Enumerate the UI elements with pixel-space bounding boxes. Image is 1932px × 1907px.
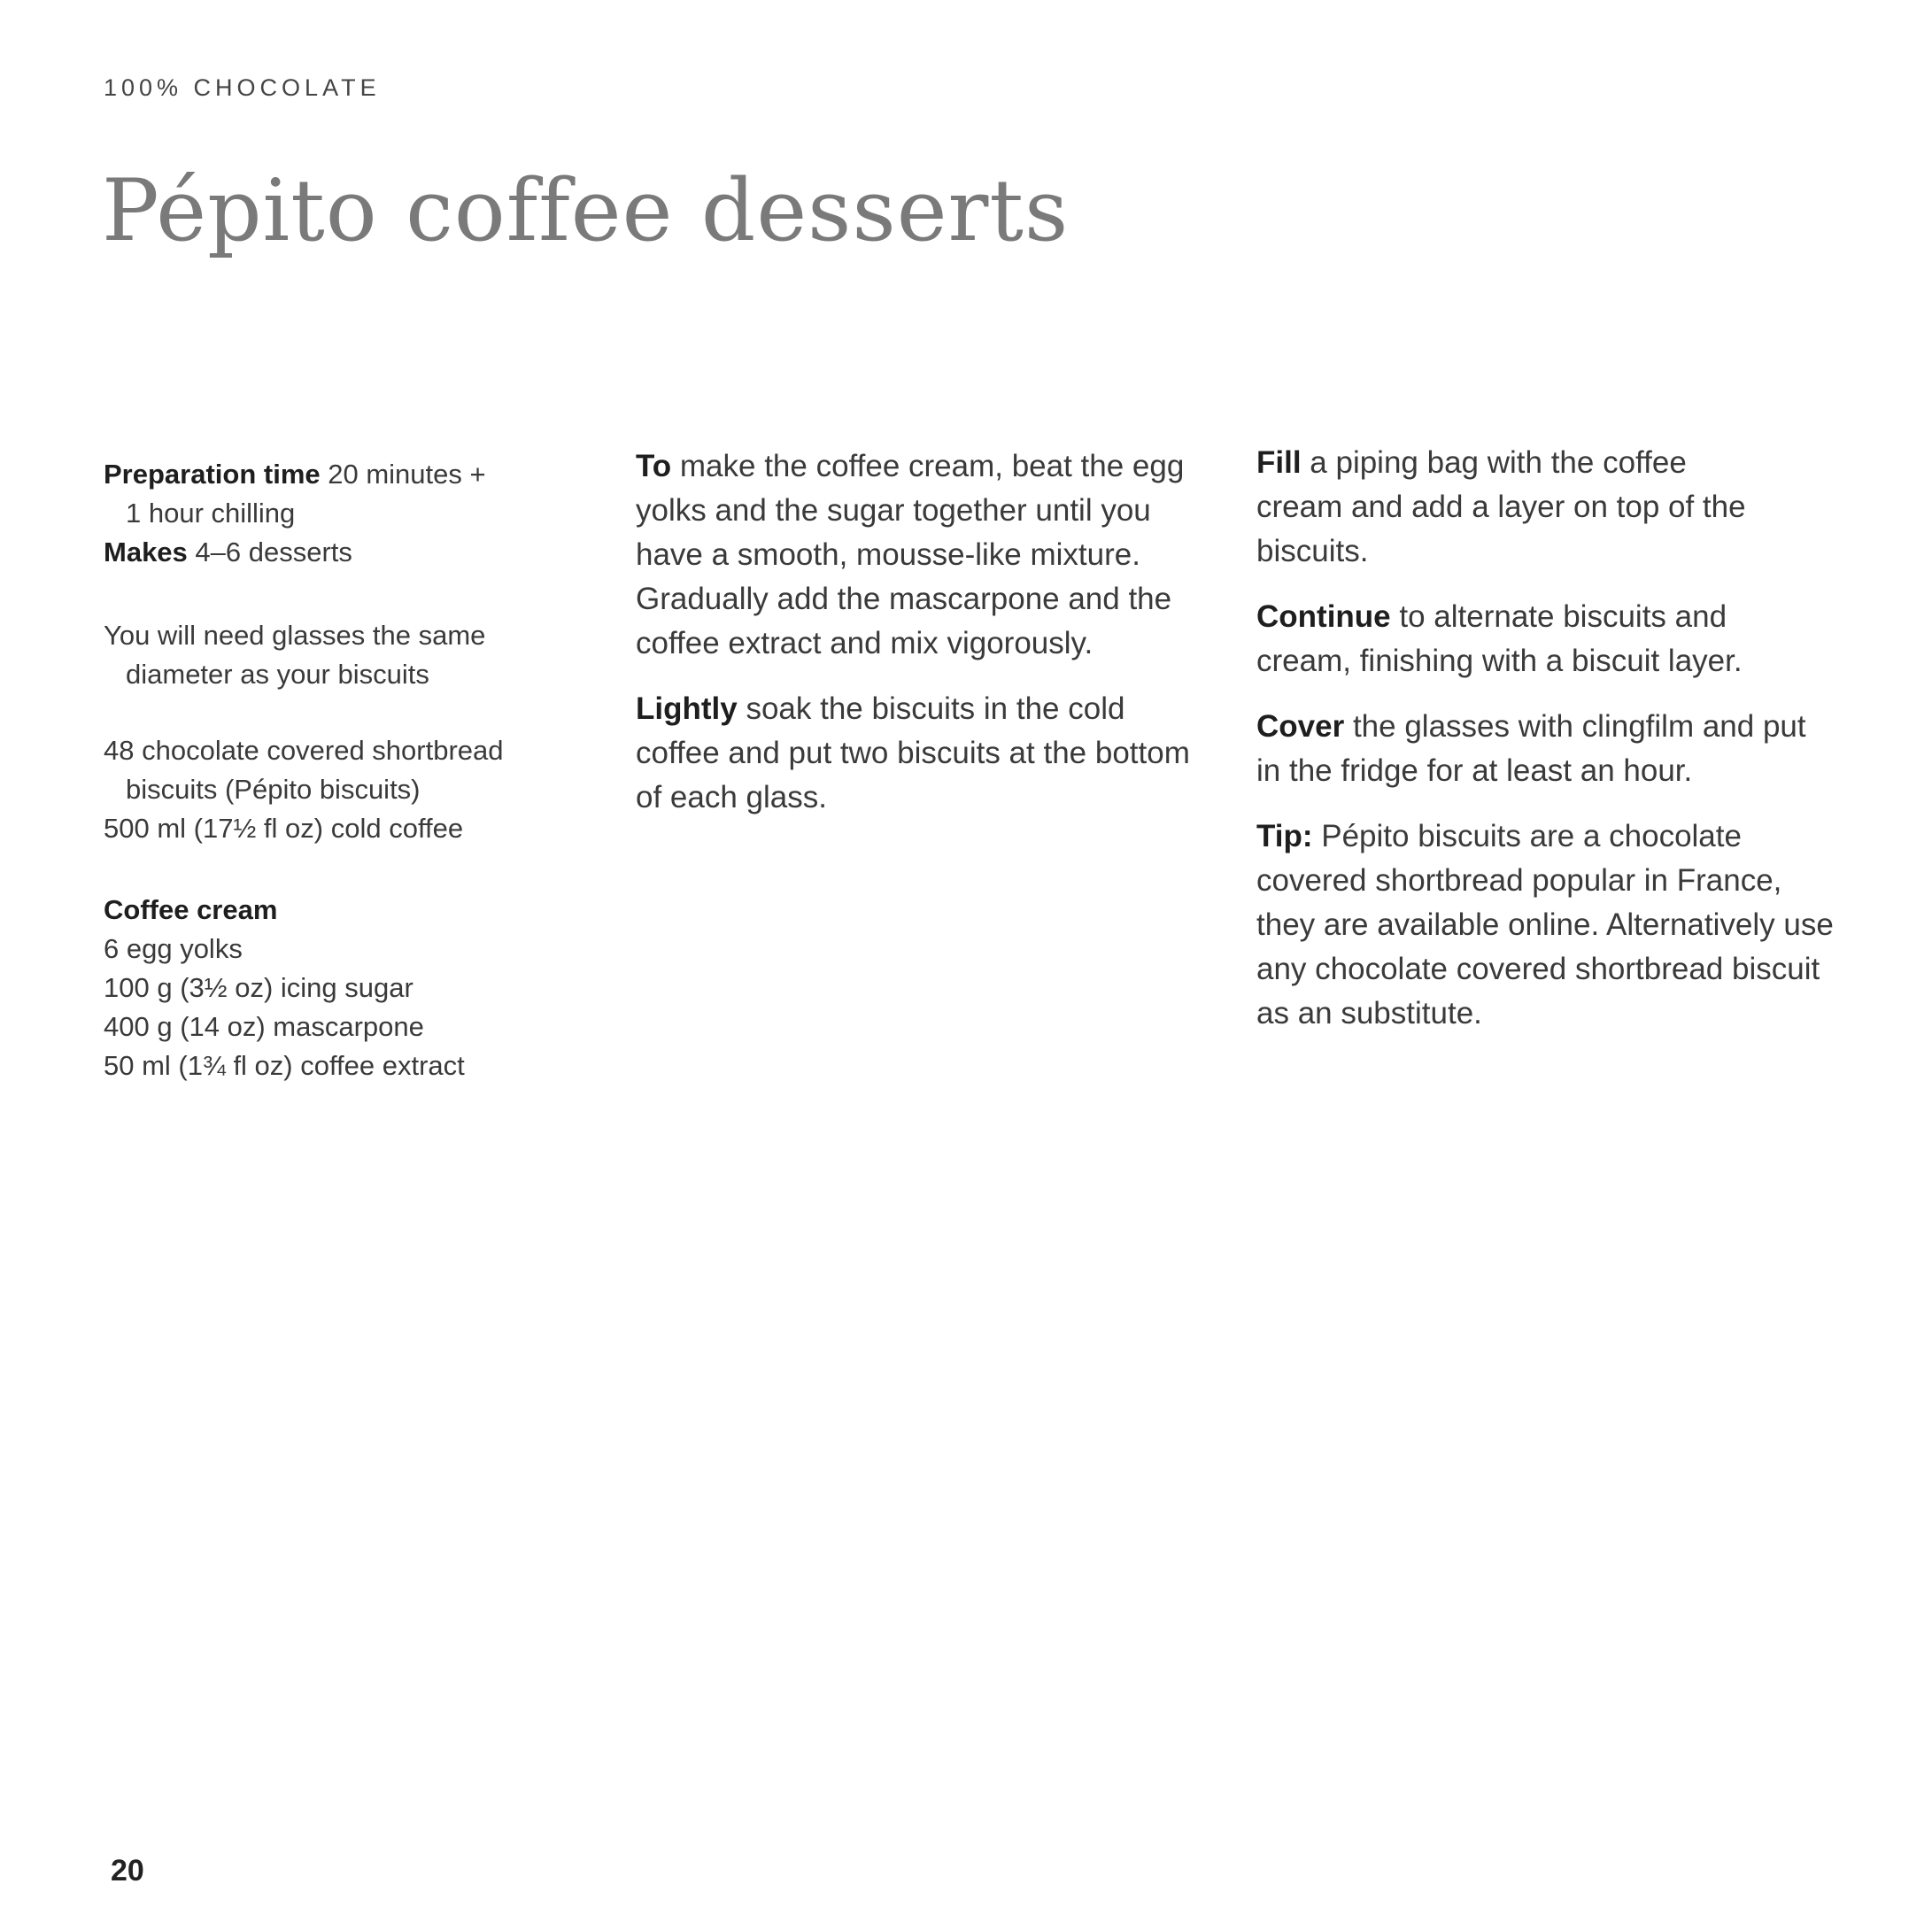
section-header: 100% CHOCOLATE — [104, 74, 381, 101]
page-title: Pépito coffee desserts — [102, 161, 1070, 260]
step-text: the glasses with clingfilm and put in the fridge for at least an hour. — [1256, 709, 1806, 788]
note-line-1: You will need glasses the same — [104, 620, 486, 651]
ingredient: 400 g (14 oz) mascarpone — [104, 1011, 424, 1042]
step-lead: Fill — [1256, 445, 1302, 480]
method-column-2 — [1256, 441, 1841, 1057]
prep-value-2: 1 hour chilling — [126, 498, 296, 529]
recipe-info — [104, 455, 599, 1085]
note-line-2: diameter as your biscuits — [126, 659, 429, 690]
page-number: 20 — [111, 1854, 144, 1888]
method-step — [1256, 441, 1752, 574]
ingredient: 100 g (3½ oz) icing sugar — [104, 972, 413, 1003]
method-step — [1256, 705, 1823, 793]
step-lead: Cover — [1256, 709, 1345, 744]
ingredient: 500 ml (17½ fl oz) cold coffee — [104, 813, 464, 844]
step-lead: To — [636, 449, 672, 483]
prep-label: Preparation time — [104, 459, 321, 490]
step-text: soak the biscuits in the cold coffee and put two biscuits at the bottom of each glass. — [636, 691, 1190, 815]
step-text: make the coffee cream, beat the egg yolks and the sugar together until you have a smooth, mousse-like mixture. Gradually add the mascarpone and the coffee extract and mix vigorously. — [636, 449, 1185, 660]
ingredient: 48 chocolate covered shortbread — [104, 735, 504, 766]
ingredient: 50 ml (1¾ fl oz) coffee extract — [104, 1050, 465, 1081]
makes-label: Makes — [104, 537, 188, 567]
ingredient: 6 egg yolks — [104, 933, 243, 964]
method-step — [1256, 595, 1805, 683]
step-text: a piping bag with the coffee cream and add a layer on top of the biscuits. — [1256, 445, 1746, 568]
tip-text: Pépito biscuits are a chocolate covered shortbread popular in France, they are available online. Alternatively use any chocolate covered shortbread biscuit as an substitute. — [1256, 819, 1834, 1031]
coffee-cream-heading: Coffee cream — [104, 894, 278, 925]
ingredient-cont: biscuits (Pépito biscuits) — [126, 774, 421, 805]
makes-value: 4–6 desserts — [195, 537, 352, 567]
step-text: to alternate biscuits and cream, finishing with a biscuit layer. — [1256, 599, 1743, 678]
prep-value: 20 minutes + — [328, 459, 486, 490]
step-lead: Continue — [1256, 599, 1391, 634]
method-step — [636, 444, 1211, 666]
tip — [1256, 815, 1841, 1036]
method-column-1 — [636, 444, 1211, 841]
step-lead: Lightly — [636, 691, 738, 726]
method-step — [636, 687, 1211, 820]
tip-label: Tip: — [1256, 819, 1313, 853]
